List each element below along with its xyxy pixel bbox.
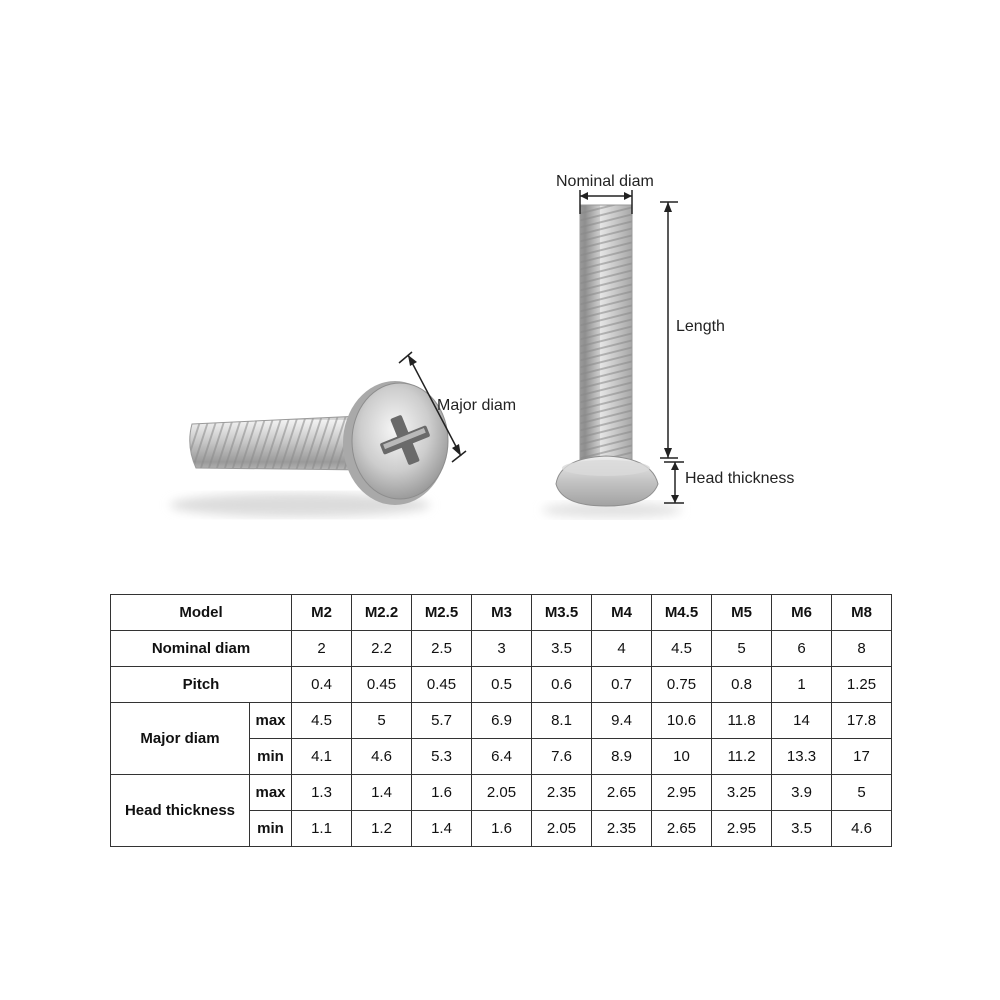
table-cell: 17.8 [832,703,892,739]
table-cell: 4.6 [832,811,892,847]
table-cell: 0.45 [352,667,412,703]
table-cell: 5.3 [412,739,472,775]
table-cell: 6.9 [472,703,532,739]
table-cell: 7.6 [532,739,592,775]
table-cell: 1.25 [832,667,892,703]
table-cell: M2.2 [352,595,412,631]
table-cell: 10 [652,739,712,775]
table-cell: 2.35 [532,775,592,811]
table-cell: 0.4 [292,667,352,703]
table-cell: 2.65 [592,775,652,811]
head-thickness-dimension [664,462,684,503]
table-cell: 4 [592,631,652,667]
table-cell: M5 [712,595,772,631]
table-cell: 2.2 [352,631,412,667]
table-cell: M6 [772,595,832,631]
table-cell: M4 [592,595,652,631]
table-cell: M3 [472,595,532,631]
table-row-head-max [111,775,892,811]
table-cell: 10.6 [652,703,712,739]
table-cell: 13.3 [772,739,832,775]
major-diam-header: Major diam [111,703,250,775]
table-row-nominal [111,631,892,667]
table-cell: 4.5 [652,631,712,667]
min-label: min [250,739,292,775]
table-cell: 1.6 [412,775,472,811]
nominal-diam-label: Nominal diam [556,173,654,190]
table-cell: M2 [292,595,352,631]
table-cell: 3.25 [712,775,772,811]
head-thickness-label: Head thickness [685,470,795,487]
table-cell: 5 [352,703,412,739]
table-cell: 4.1 [292,739,352,775]
table-cell: 0.45 [412,667,472,703]
table-cell: 6.4 [472,739,532,775]
table-cell: 14 [772,703,832,739]
table-cell: 17 [832,739,892,775]
table-cell: 2.65 [652,811,712,847]
table-cell: 1.3 [292,775,352,811]
spec-table [110,594,892,847]
table-cell: 4.5 [292,703,352,739]
table-cell: 11.8 [712,703,772,739]
table-cell: 2.95 [712,811,772,847]
table-cell: 3.5 [772,811,832,847]
pitch-header: Pitch [111,667,292,703]
length-label: Length [676,318,725,335]
table-cell: 5 [832,775,892,811]
table-cell: M8 [832,595,892,631]
table-cell: 5.7 [412,703,472,739]
table-row-pitch [111,667,892,703]
table-row-major-max [111,703,892,739]
table-cell: 8 [832,631,892,667]
table-cell: 1 [772,667,832,703]
table-cell: 1.6 [472,811,532,847]
table-cell: 2.35 [592,811,652,847]
table-cell: 0.5 [472,667,532,703]
max-label: max [250,775,292,811]
table-cell: 1.2 [352,811,412,847]
screw-side-view [170,381,448,517]
major-diam-label: Major diam [437,397,517,414]
table-cell: 0.6 [532,667,592,703]
table-cell: M3.5 [532,595,592,631]
table-cell: 2.95 [652,775,712,811]
screw-upright-view [542,205,682,518]
table-cell: 2.05 [532,811,592,847]
table-cell: 1.1 [292,811,352,847]
table-cell: 0.7 [592,667,652,703]
head-thickness-header: Head thickness [111,775,250,847]
table-cell: 3.9 [772,775,832,811]
table-cell: 9.4 [592,703,652,739]
table-cell: 1.4 [412,811,472,847]
table-cell: 8.1 [532,703,592,739]
table-cell: 1.4 [352,775,412,811]
table-cell: M4.5 [652,595,712,631]
table-cell: 4.6 [352,739,412,775]
table-row-model [111,595,892,631]
table-cell: M2.5 [412,595,472,631]
nominal-header: Nominal diam [111,631,292,667]
table-cell: 6 [772,631,832,667]
min-label: min [250,811,292,847]
table-cell: 2.5 [412,631,472,667]
table-cell: 3.5 [532,631,592,667]
table-cell: 5 [712,631,772,667]
max-label: max [250,703,292,739]
table-cell: 2 [292,631,352,667]
table-cell: 0.8 [712,667,772,703]
table-cell: 0.75 [652,667,712,703]
table-cell: 11.2 [712,739,772,775]
table-cell: 2.05 [472,775,532,811]
table-cell: 3 [472,631,532,667]
model-header: Model [111,595,292,631]
table-cell: 8.9 [592,739,652,775]
